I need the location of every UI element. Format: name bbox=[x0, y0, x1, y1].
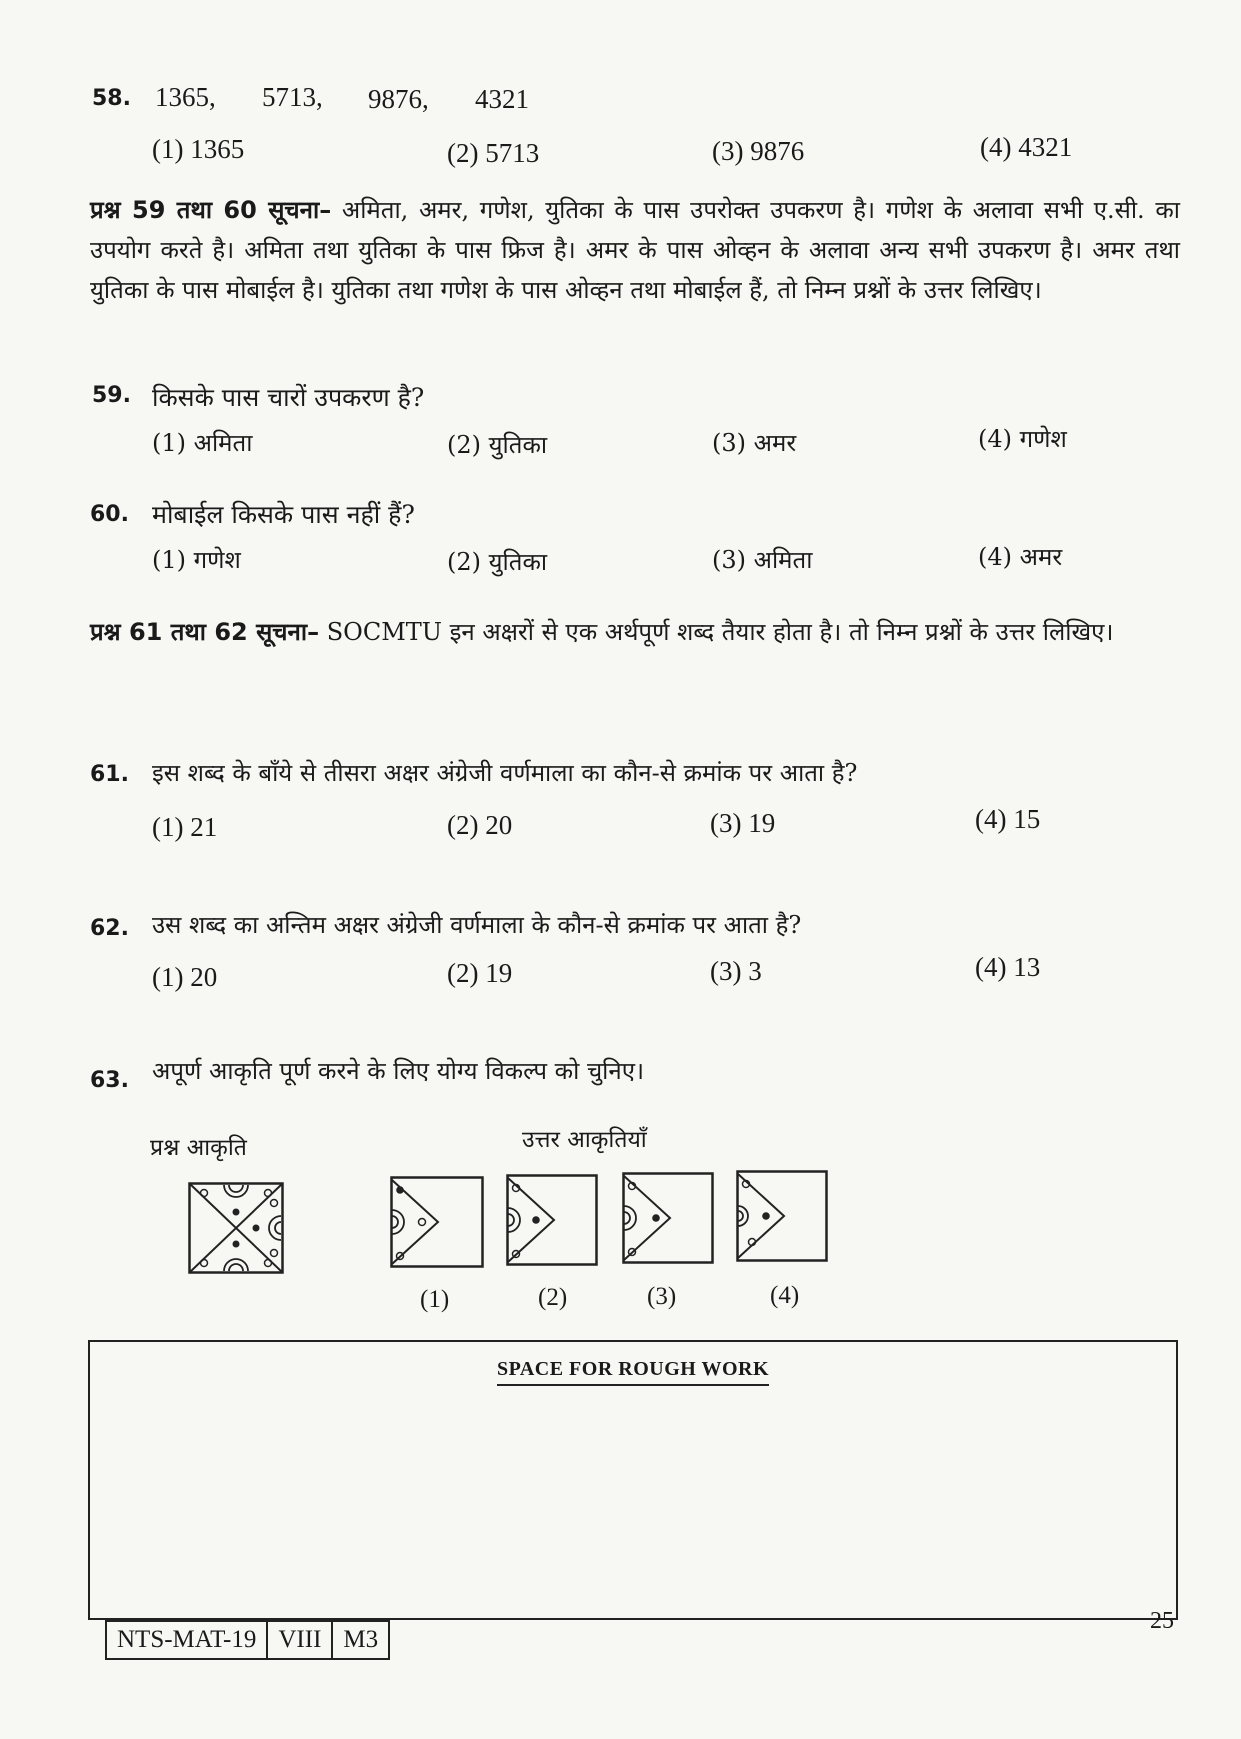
q59-option-3[interactable]: (3) अमर bbox=[712, 429, 797, 457]
q60-option-4[interactable]: (4) अमर bbox=[978, 543, 1063, 571]
q59-option-4[interactable]: (4) गणेश bbox=[978, 425, 1067, 453]
q62-option-3[interactable]: (3) 3 bbox=[710, 956, 762, 986]
answer-figure-1[interactable] bbox=[390, 1176, 484, 1268]
answer-label-3: (3) bbox=[647, 1283, 677, 1310]
q58-option-3[interactable]: (3) 9876 bbox=[712, 136, 805, 166]
q62-option-2[interactable]: (2) 19 bbox=[447, 958, 513, 988]
question-number-61: 61. bbox=[90, 762, 129, 787]
question-text-59: किसके पास चारों उपकरण है? bbox=[152, 383, 425, 412]
q60-option-1[interactable]: (1) गणेश bbox=[152, 546, 241, 574]
question-text-61: इस शब्द के बाँये से तीसरा अक्षर अंग्रेजी वर्णमाला का कौन-से क्रमांक पर आता है? bbox=[152, 759, 858, 787]
q62-option-1[interactable]: (1) 20 bbox=[152, 962, 218, 992]
rough-work-title: SPACE FOR ROUGH WORK bbox=[497, 1358, 769, 1386]
answer-label-1: (1) bbox=[420, 1286, 450, 1313]
question-text-63: अपूर्ण आकृति पूर्ण करने के लिए योग्य विकल्प को चुनिए। bbox=[152, 1057, 645, 1085]
answer-figure-2[interactable] bbox=[506, 1174, 598, 1266]
answer-figures-label: उत्तर आकृतियाँ bbox=[522, 1127, 647, 1153]
question-number-62: 62. bbox=[90, 916, 129, 941]
q60-option-2[interactable]: (2) युतिका bbox=[447, 548, 548, 576]
instruction-label: प्रश्न 59 तथा 60 सूचना– bbox=[90, 196, 332, 224]
instruction-block-59-60 bbox=[90, 190, 1180, 310]
answer-label-2: (2) bbox=[538, 1284, 568, 1311]
question-figure bbox=[188, 1182, 284, 1274]
instruction-text: अमिता, अमर, गणेश, युतिका के पास उपरोक्त उपकरण है। गणेश के अलावा सभी ए.सी. का उपयोग करते है। अमिता तथा युतिका के पास फ्रिज है। अमर के पास ओव्हन के अलावा अन्य सभी उपकरण है। अमर तथा युतिका के पास मोबाईल है। युतिका तथा गणेश के पास ओव्हन तथा मोबाईल हैं, तो निम्न प्रश्नों के उत्तर लिखिए। bbox=[90, 196, 1180, 304]
q58-value: 9876, bbox=[368, 84, 429, 114]
paper-set: M3 bbox=[343, 1626, 379, 1653]
q58-option-4[interactable]: (4) 4321 bbox=[980, 132, 1073, 162]
q61-option-4[interactable]: (4) 15 bbox=[975, 804, 1041, 834]
instruction-block-61-62 bbox=[90, 612, 1180, 652]
q61-option-3[interactable]: (3) 19 bbox=[710, 808, 776, 838]
q58-option-2[interactable]: (2) 5713 bbox=[447, 138, 540, 168]
question-text-62: उस शब्द का अन्तिम अक्षर अंग्रेजी वर्णमाला के कौन-से क्रमांक पर आता है? bbox=[152, 911, 802, 939]
rough-work-area bbox=[88, 1340, 1178, 1620]
instruction-text: SOCMTU इन अक्षरों से एक अर्थपूर्ण शब्द तैयार होता है। तो निम्न प्रश्नों के उत्तर लिखिए। bbox=[326, 618, 1114, 646]
question-figure-label: प्रश्न आकृति bbox=[150, 1135, 247, 1161]
page-number: 25 bbox=[1150, 1608, 1174, 1634]
question-text-60: मोबाईल किसके पास नहीं हैं? bbox=[152, 500, 415, 529]
q58-option-1[interactable]: (1) 1365 bbox=[152, 134, 245, 164]
q62-option-4[interactable]: (4) 13 bbox=[975, 952, 1041, 982]
instruction-label: प्रश्न 61 तथा 62 सूचना– bbox=[90, 618, 320, 646]
q60-option-3[interactable]: (3) अमिता bbox=[712, 546, 813, 574]
question-number-59: 59. bbox=[92, 383, 131, 408]
question-number-58: 58. bbox=[92, 86, 131, 111]
question-number-63: 63. bbox=[90, 1068, 129, 1093]
q61-option-1[interactable]: (1) 21 bbox=[152, 812, 218, 842]
answer-figure-3[interactable] bbox=[622, 1172, 714, 1264]
q61-option-2[interactable]: (2) 20 bbox=[447, 810, 513, 840]
q58-value: 5713, bbox=[262, 82, 323, 112]
question-number-60: 60. bbox=[90, 502, 129, 527]
q59-option-2[interactable]: (2) युतिका bbox=[447, 431, 548, 459]
paper-code: NTS-MAT-19 bbox=[107, 1622, 268, 1658]
answer-figure-4[interactable] bbox=[736, 1170, 828, 1262]
q58-value: 1365, bbox=[155, 82, 216, 112]
q58-value: 4321 bbox=[475, 84, 529, 114]
paper-code-box bbox=[105, 1620, 390, 1660]
paper-class: VIII bbox=[268, 1622, 333, 1658]
answer-label-4: (4) bbox=[770, 1282, 800, 1309]
q59-option-1[interactable]: (1) अमिता bbox=[152, 429, 253, 457]
